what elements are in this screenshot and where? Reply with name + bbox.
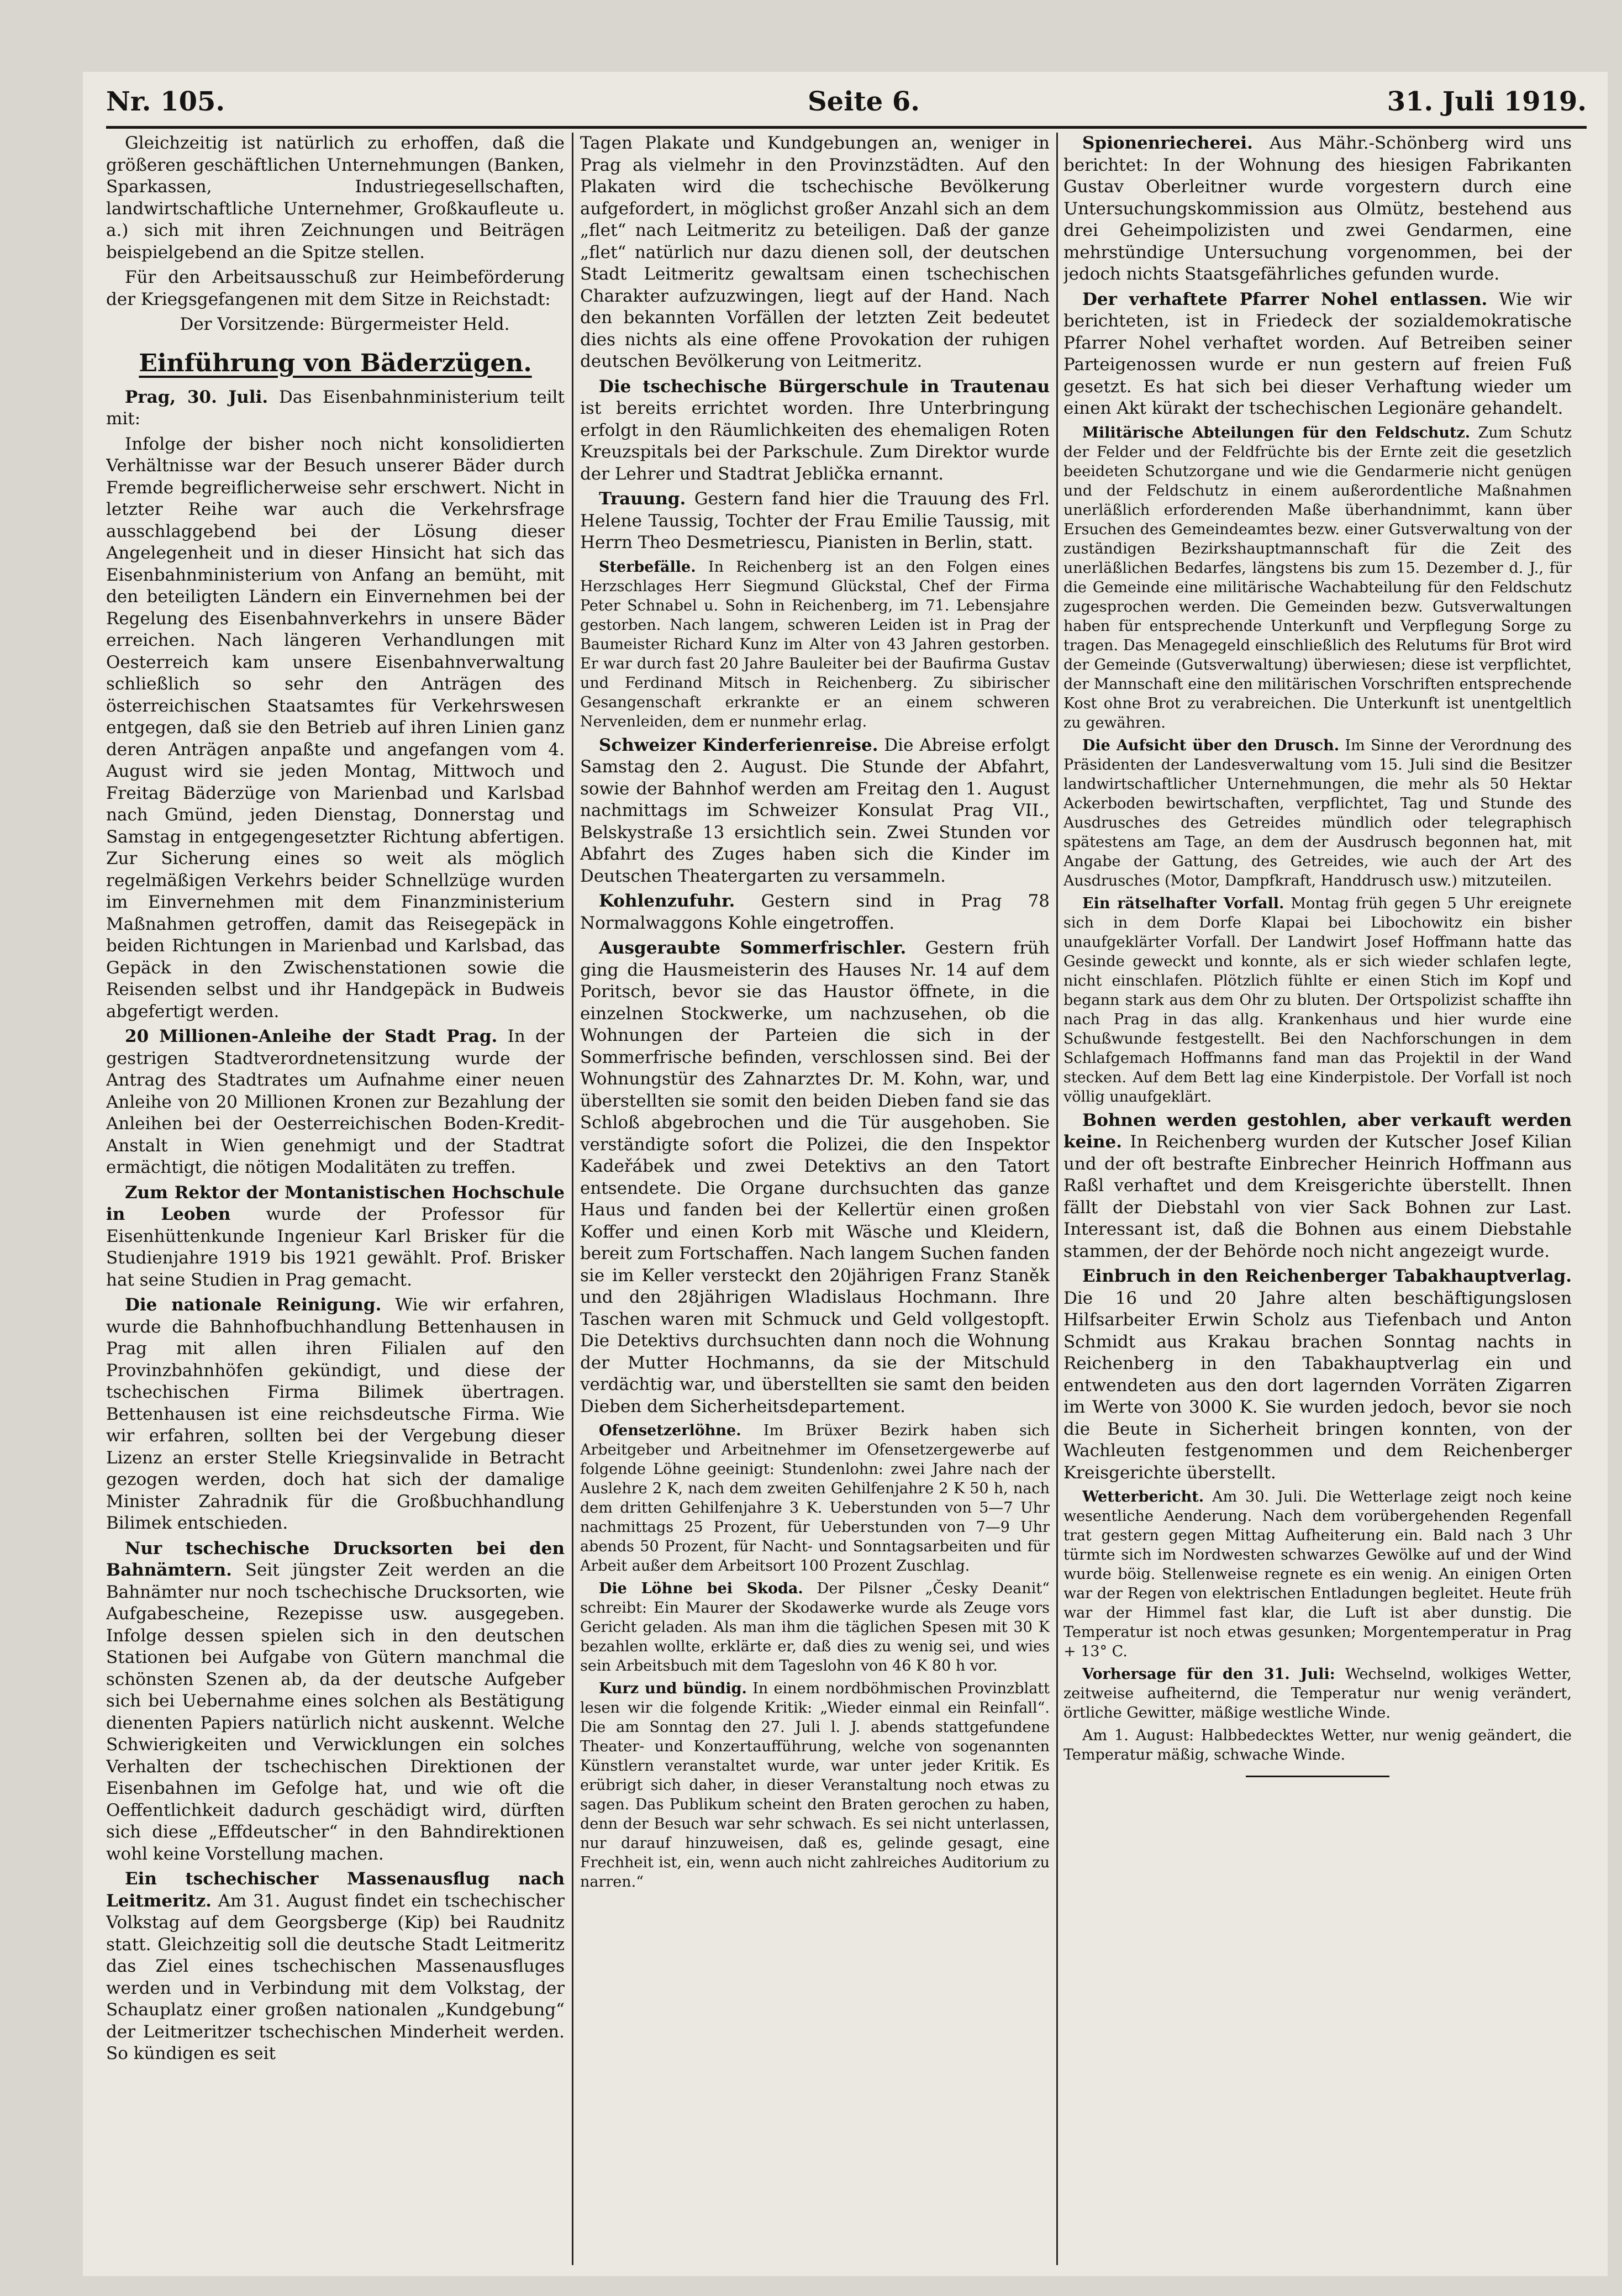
article-headline: Die tschechische Bürgerschule in Trautenau [599, 376, 1050, 397]
article-paragraph [106, 1026, 565, 1179]
article-paragraph [106, 387, 565, 430]
article-headline: Militärische Abteilungen für den Feldschutz. [1082, 424, 1471, 441]
newspaper-page [83, 72, 1608, 2276]
column-divider [1056, 133, 1058, 2265]
article-paragraph [580, 557, 1050, 731]
article-text: Gestern fand hier die Trauung des Frl. Helene Taussig, Tochter der Frau Emilie Taussig, mit Herrn Theo Desmetriescu, Pianisten in Berlin, statt. [580, 489, 1050, 552]
article-paragraph [1063, 1487, 1572, 1661]
article-headline: Vorhersage für den 31. Juli: [1082, 1666, 1335, 1683]
article-paragraph [1063, 1110, 1572, 1263]
article-paragraph: Infolge der bisher noch nicht konsolidierten Verhältnisse war der Besuch unserer Bäder durch Fremde begreiflicherweise sehr erschwert. Nicht in letzter Reihe war auch die Verkehrsfrage ausschlaggebend bei der Lösung dieser Angelegenheit und in dieser Hinsicht hat sich das Eisenbahnministerium von Anfang an bemüht, mit den beteiligten Ländern ein Einvernehmen bei der Regelung des Eisenbahnverkehrs in unsere Bäder erreichen. Nach längeren Verhandlungen mit Oesterreich kam unsere Eisenbahnverwaltung schließlich so sehr den Anträgen des österreichischen Staatsamtes für Verkehrswesen entgegen, daß sie den Betrieb auf ihren Linien ganz deren Anträgen anpaßte und angefangen vom 4. August wird sie jeden Montag, Mittwoch und Freitag Bäderzüge von Marienbad und Karlsbad nach Gmünd, jeden Dienstag, Donnerstag und Samstag in entgegengesetzter Richtung abfertigen. Zur Sicherung eines so weit als möglich regelmäßigen Verkehrs beider Schnellzüge wurden im Einvernehmen mit dem Finanzministerium Maßnahmen getroffen, damit das Reisegepäck in beiden Richtungen in Marienbad und Karlsbad, das Gepäck in den Zwischenstationen sowie die Reisenden selbst und ihr Handgepäck in Budweis abgefertigt werden. [106, 434, 565, 1021]
issue-date: 31. Juli 1919. [1387, 86, 1587, 117]
article-paragraph [106, 1538, 565, 1866]
column-1 [106, 133, 565, 2265]
article-paragraph [106, 1182, 565, 1292]
article-headline: Ofensetzerlöhne. [599, 1422, 741, 1439]
end-rule [1246, 1776, 1389, 1777]
article-headline: Wetterbericht. [1082, 1488, 1204, 1505]
article-text: In Reichenberg wurden der Kutscher Josef Kilian und der oft bestrafte Einbrecher Heinrich Hoffmann aus Raßl verhaftet und dem Kreisgerichte überstellt. Ihnen fällt der Diebstahl von vier Sack Bohnen zur Last. Interessant ist, daß die Bohnen aus einem Diebstahle stammen, der der Behörde noch nicht angezeigt wurde. [1063, 1132, 1572, 1261]
article-headline: Bohnen werden gestohlen, aber verkauft werden keine. [1063, 1110, 1572, 1152]
article-paragraph: Gleichzeitig ist natürlich zu erhoffen, daß die größeren geschäftlichen Unternehmungen (Banken, Sparkassen, Industriegesellschaften, landwirtschaftliche Unternehmer, Großkaufleute u. a.) sich mit ihren Zeichnungen und Beiträgen beispielgebend an die Spitze stellen. [106, 133, 565, 262]
article-text: Seit jüngster Zeit werden an die Bahnämter nur noch tschechische Drucksorten, wie Aufgabescheine, Rezepisse usw. ausgegeben. Infolge dessen spielen sich in den deutschen Stationen bei Aufgabe von Gütern manchmal die schönsten Szenen ab, da der deutsche Aufgeber sich bei Uebernahme eines solchen als Bestätigung dienenten Papiers natürlich nicht auskennt. Welche Schwierigkeiten und Verwicklungen ein solches Verhalten der tschechischen Direktionen der Eisenbahnen im Gefolge hat, und wie oft die Oeffentlichkeit dadurch geschädigt wird, dürften sich diese „Effdeutscher“ in den Bahndirektionen wohl keine Vorstellung machen. [106, 1560, 565, 1864]
article-headline: Nur tschechische Drucksorten bei den Bahnämtern. [106, 1538, 565, 1580]
article-headline: Kurz und bündig. [599, 1680, 747, 1697]
article-headline: Spionenriecherei. [1082, 133, 1253, 153]
article-text: Der Pilsner „Česky Deanit“ schreibt: Ein Maurer der Skodawerke wurde als Zeuge vors Gericht geladen. Als man ihm die täglichen Spesen mit 30 K bezahlen wollte, erklärte er, daß dies zu wenig sei, und wies sein Arbeitsbuch mit dem Tageslohn von 46 K 80 h vor. [580, 1580, 1050, 1674]
article-headline: Ein rätselhafter Vorfall. [1082, 894, 1284, 912]
article-text: Am 30. Juli. Die Wetterlage zeigt noch keine wesentliche Aenderung. Nach dem vorübergehenden Regenfall trat gestern gegen Mittag Aufheiterung ein. Bald nach 3 Uhr türmte sich im Nordwesten schwarzes Gewölke auf und der Wind wurde böig. Stellenweise regnete es ein wenig. An einigen Orten war der Regen von elektrischen Entladungen begleitet. Heute früh war der Himmel fast klar, die Luft ist aber dunstig. Die Temperatur ist noch etwas gesunken; Morgentemperatur in Prag + 13° C. [1063, 1488, 1572, 1660]
article-text: Am 31. August findet ein tschechischer Volkstag auf dem Georgsberge (Kip) bei Raudnitz statt. Gleichzeitig soll die deutsche Stadt Leitmeritz das Ziel eines tschechischen Massenausfluges werden und in Verbindung mit dem Volkstag, der Schauplatz einer großen nationalen „Kundgebung“ der Leitmeritzer tschechischen Minderheit werden. So kündigen es seit [106, 1890, 565, 2063]
article-text: In der gestrigen Stadtverordnetensitzung wurde der Antrag des Stadtrates um Aufnahme einer neuen Anleihe von 20 Millionen Kronen zur Bezahlung der Anleihen bei der Oesterreichischen Boden-Kredit-Anstalt in Wien genehmigt und der Stadtrat ermächtigt, die nötigen Modalitäten zu treffen. [106, 1026, 565, 1177]
article-paragraph [1063, 133, 1572, 286]
header-rule [106, 126, 1587, 129]
article-paragraph [1063, 423, 1572, 733]
dateline: Prag, 30. Juli. [125, 387, 268, 407]
article-paragraph [106, 1294, 565, 1535]
article-headline: Kohlenzufuhr. [599, 891, 735, 911]
article-text: Im Brüxer Bezirk haben sich Arbeitgeber und Arbeitnehmer im Ofensetzergewerbe auf folgende Löhne geeinigt: Stundenlohn: zwei Jahre nach der Auslehre 2 K, nach dem zweiten Gehilfenjahre 2 K 50 h, nach dem dritten Gehilfenjahre 3 K. Ueberstunden von 5—7 Uhr nachmittags 25 Prozent, für Ueberstunden von 7—9 Uhr abends 50 Prozent, für Nacht- und Sonntagsarbeiten und für Arbeit außer dem Arbeitsort 100 Prozent Zuschlag. [580, 1422, 1050, 1574]
article-paragraph [1063, 289, 1572, 420]
article-headline: Die Aufsicht über den Drusch. [1082, 736, 1340, 754]
article-text: Montag früh gegen 5 Uhr ereignete sich in dem Dorfe Klapai bei Libochowitz ein bisher unaufgeklärter Vorfall. Der Landwirt Josef Hoffmann hatte das Gesinde geweckt und konnte, als er sich wieder schlafen legte, nicht einschlafen. Plötzlich fühlte er einen Stich im Kopf und begann stark aus dem Ohr zu bluten. Der Ortspolizist schaffte ihn nach Prag in das allg. Krankenhaus und hier wurde eine Schußwunde festgestellt. Bei den Nachforschungen in dem Schlafgemach Hoffmanns fand man das Projektil in der Wand stecken. Auf dem Bett lag eine Kinderpistole. Der Vorfall ist noch völlig unaufgeklärt. [1063, 894, 1572, 1105]
article-paragraph [1063, 1665, 1572, 1723]
article-paragraph [580, 938, 1050, 1418]
issue-number: Nr. 105. [106, 86, 225, 117]
article-paragraph [1063, 1266, 1572, 1484]
section-title: Einführung von Bäderzügen. [139, 349, 532, 377]
article-text: ist bereits errichtet worden. Ihre Unterbringung erfolgt in den Räumlichkeiten des ehemaligen Roten Kreuzspitals bei der Parkschule. Zum Direktor wurde der Lehrer und Stadtrat Jeblička ernannt. [580, 398, 1050, 484]
article-paragraph [1063, 736, 1572, 891]
signature-line: Der Vorsitzende: Bürgermeister Held. [180, 314, 510, 334]
article-headline: Die Löhne bei Skoda. [599, 1580, 803, 1597]
article-text: Wie wir erfahren, wurde die Bahnhofbuchhandlung Bettenhausen in Prag mit allen ihren Filialen auf den Provinzbahnhöfen gekündigt, und diese der tschechischen Firma Bilimek übertragen. Bettenhausen ist eine reichsdeutsche Firma. Wie wir erfahren, sollten bei der Vergebung dieser Lizenz an erster Stelle Kriegsinvalide in Betracht gezogen werden, doch hat sich der damalige Minister Zahradnik für die Großbuchhandlung Bilimek entschieden. [106, 1295, 565, 1533]
article-text: Die 16 und 20 Jahre alten beschäftigungslosen Hilfsarbeiter Erwin Scholz aus Tiefenbach und Anton Schmidt aus Krakau brachen Sonntag nachts in Reichenberg in den Tabakhauptverlag ein und entwendeten aus den dort lagernden Vorräten Zigarren im Werte von 3000 K. Sie wurden jedoch, bevor sie noch die Beute in Sicherheit bringen konnten, von der Wachleuten festgenommen und dem Reichenberger Kreisgerichte überstellt. [1063, 1288, 1572, 1483]
article-paragraph [580, 376, 1050, 486]
article-paragraph [580, 1679, 1050, 1892]
article-paragraph: Tagen Plakate und Kundgebungen an, weniger in Prag als vielmehr in den Provinzstädten. Auf den Plakaten wird die tschechische Bevölkerung aufgefordert, in möglichst großer Anzahl sich an dem „flet“ nach Leitmeritz zu beteiligen. Daß der ganze „flet“ natürlich nur dazu dienen soll, der deutschen Stadt Leitmeritz gewaltsam einen tschechischen Charakter aufzuzwingen, liegt auf der Hand. Nach den bekannten Vorfällen der letzten Zeit bedeutet dies nichts als eine offene Provokation der ruhigen deutschen Bevölkerung von Leitmeritz. [580, 133, 1050, 371]
article-text: Wechselnd, wolkiges Wetter, zeitweise aufheiternd, die Temperatur nur wenig verändert, örtliche Gewitter, mäßige westliche Winde. [1063, 1666, 1572, 1721]
article-text: Aus Mähr.-Schönberg wird uns berichtet: In der Wohnung des hiesigen Fabrikanten Gustav Oberleitner wurde vorgestern durch eine Untersuchungskommission aus Olmütz, bestehend aus drei Geheimpolizisten und zwei Gendarmen, eine mehrstündige Untersuchung vorgenommen, bei der jedoch nichts Staatsgefährliches gefunden wurde. [1063, 133, 1572, 284]
article-text: wurde der Professor für Eisenhüttenkunde Ingenieur Karl Brisker für die Studienjahre 1919 bis 1921 gewählt. Prof. Brisker hat seine Studien in Prag gemacht. [106, 1204, 565, 1290]
article-paragraph [1063, 894, 1572, 1107]
article-headline: Zum Rektor der Montanistischen Hochschule in Leoben [106, 1182, 565, 1224]
article-paragraph [106, 1868, 565, 2065]
article-paragraph [580, 488, 1050, 554]
article-paragraph: Für den Arbeitsausschuß zur Heimbeförderung der Kriegsgefangenen mit dem Sitze in Reichstadt: [106, 267, 565, 309]
article-text: Das Eisenbahnministerium teilt mit: [106, 387, 565, 429]
article-headline: 20 Millionen-Anleihe der Stadt Prag. [125, 1026, 498, 1046]
article-text: Die Abreise erfolgt Samstag den 2. August. Die Stunde der Abfahrt, sowie der Bahnhof werden am Freitag den 1. August nachmittags im Schweizer Konsulat Prag VII., Belskystraße 13 ersichtlich sein. Zwei Stunden vor Abfahrt des Zuges haben sich die Kinder im Deutschen Theatergarten zu versammeln. [580, 735, 1050, 886]
article-headline: Trauung. [599, 489, 686, 509]
article-headline: Der verhaftete Pfarrer Nohel entlassen. [1082, 289, 1488, 309]
article-text: Gestern sind in Prag 78 Normalwaggons Kohle eingetroffen. [580, 891, 1050, 933]
column-divider [572, 133, 573, 2265]
article-text: In Reichenberg ist an den Folgen eines Herzschlages Herr Siegmund Glückstal, Chef der Firma Peter Schnabel u. Sohn in Reichenberg, im 71. Lebensjahre gestorben. Nach langem, schweren Leiden ist in Prag der Baumeister Richard Kunz im Alter von 43 Jahren gestorben. Er war durch fast 20 Jahre Bauleiter bei der Baufirma Gustav und Ferdinand Mitsch in Reichenberg. Zu sibirischer Gesangenschaft erkrankte er an einem schweren Nervenleiden, dem er nunmehr erlag. [580, 558, 1050, 730]
column-3 [1063, 133, 1572, 2265]
article-text: Im Sinne der Verordnung des Präsidenten der Landesverwaltung vom 15. Juli sind die Besitzer landwirtschaftlicher Unternehmungen, die mehr als 50 Hektar Ackerboden bewirtschaften, verpflichtet, Tag und Stunde des Ausdrusches des Getreides mündlich oder telegraphisch spätestens am Tage, an dem der Ausdrusch begonnen hat, mit Angabe der Gattung, des Getreides, wie auch der Art des Ausdrusches (Motor, Dampfkraft, Handdrusch usw.) mitzuteilen. [1063, 736, 1572, 889]
article-text: Gestern früh ging die Hausmeisterin des Hauses Nr. 14 auf dem Poritsch, bevor sie das Haustor öffnete, in die einzelnen Stockwerke, um nachzusehen, ob die Wohnungen der Parteien die sich in der Sommerfrische befinden, verschlossen sind. Bei der Wohnungstür des Zahnarztes Dr. M. Kohn, war, und überstellten sie somit den beiden Dieben fand sie das Schloß abgebrochen und die Tür ausgehoben. Sie verständigte sofort die Polizei, die den Inspektor Kadeřábek und zwei Detektivs an den Tatort entsendete. Die Organe durchsuchten das ganze Haus und fanden bei der Kellertür einen großen Koffer und einen Korb mit Wäsche und Kleidern, bereit zum Fortschaffen. Nach langem Suchen fanden sie im Keller versteckt den 20jährigen Franz Staněk und den 28jährigen Wladislaus Hochmann. Ihre Taschen waren mit Schmuck und Geld vollgestopft. Die Detektivs durchsuchten dann noch die Wohnung der Mutter Hochmanns, da sie der Mitschuld verdächtig war, und überstellten sie samt den beiden Dieben dem Sicherheitsdepartement. [580, 938, 1050, 1416]
page-header [106, 86, 1587, 122]
article-headline: Einbruch in den Reichenberger Tabakhauptverlag. [1082, 1266, 1572, 1286]
article-headline: Schweizer Kinderferienreise. [599, 735, 878, 755]
article-headline: Sterbefälle. [599, 558, 696, 576]
page-number: Seite 6. [808, 86, 920, 117]
article-paragraph [580, 891, 1050, 934]
article-text: Zum Schutz der Felder und der Feldfrüchte bis der Ernte zeit die gesetzlich beeideten Schutzorgane und wie die Gendarmerie nicht genügen und der Feldschutz in einem außerordentliche Maßnahmen unerläßlich erforderenden Maße überhandnimmt, kann über Ersuchen des Gemeindeamtes bezw. einer Gutsverwaltung von der zuständigen Bezirkshauptmannschaft für die Zeit des unerläßlichen Bedarfes, längstens bis zum 15. Dezember d. J., für die Gemeinde eine militärische Wachabteilung für den Feldschutz zugesprochen werden. Die Gemeinden bezw. Gutsverwaltungen haben für entsprechende Unterkunft und Verpflegung Sorge zu tragen. Das Menagegeld einschließlich des Relutums für Brot wird der Gemeinde (Gutsverwaltung) überwiesen; diese ist verpflichtet, der Mannschaft eine den militärischen Vorschriften entsprechende Kost ohne Brot zu verabreichen. Die Unterkunft ist unentgeltlich zu gewähren. [1063, 424, 1572, 731]
column-2 [580, 133, 1050, 2265]
article-text: In einem nordböhmischen Provinzblatt lesen wir die folgende Kritik: „Wieder einmal ein Reinfall“. Die am Sonntag den 27. Juli l. J. abends stattgefundene Theater- und Konzertaufführung, welche von sogenannten Künstlern veranstaltet wurde, war unter jeder Kritik. Es erübrigt sich daher, in dieser Veranstaltung noch etwas zu sagen. Das Publikum scheint den Braten gerochen zu haben, denn der Besuch war sehr schwach. Es sei nicht unterlassen, nur darauf hinzuweisen, daß es, gelinde gesagt, eine Frechheit ist, ein, wenn auch nicht zahlreiches Auditorium zu narren.“ [580, 1680, 1050, 1890]
article-headline: Ein tschechischer Massenausflug nach Leitmeritz. [106, 1869, 565, 1911]
article-paragraph [580, 1579, 1050, 1676]
article-text: Wie wir berichteten, ist in Friedeck der sozialdemokratische Pfarrer Nohel verhaftet worden. Auf Betreiben seiner Parteigenossen wurde er nun gestern auf freien Fuß gesetzt. Es hat sich bei dieser Verhaftung wieder um einen Akt kürakt der tschechischen Legionäre gehandelt. [1063, 289, 1572, 418]
article-paragraph: Am 1. August: Halbbedecktes Wetter, nur wenig geändert, die Temperatur mäßig, schwache Winde. [1063, 1727, 1572, 1763]
article-headline: Die nationale Reinigung. [125, 1295, 382, 1315]
article-headline: Ausgeraubte Sommerfrischler. [599, 938, 907, 958]
article-paragraph [580, 735, 1050, 888]
article-paragraph [580, 1421, 1050, 1576]
